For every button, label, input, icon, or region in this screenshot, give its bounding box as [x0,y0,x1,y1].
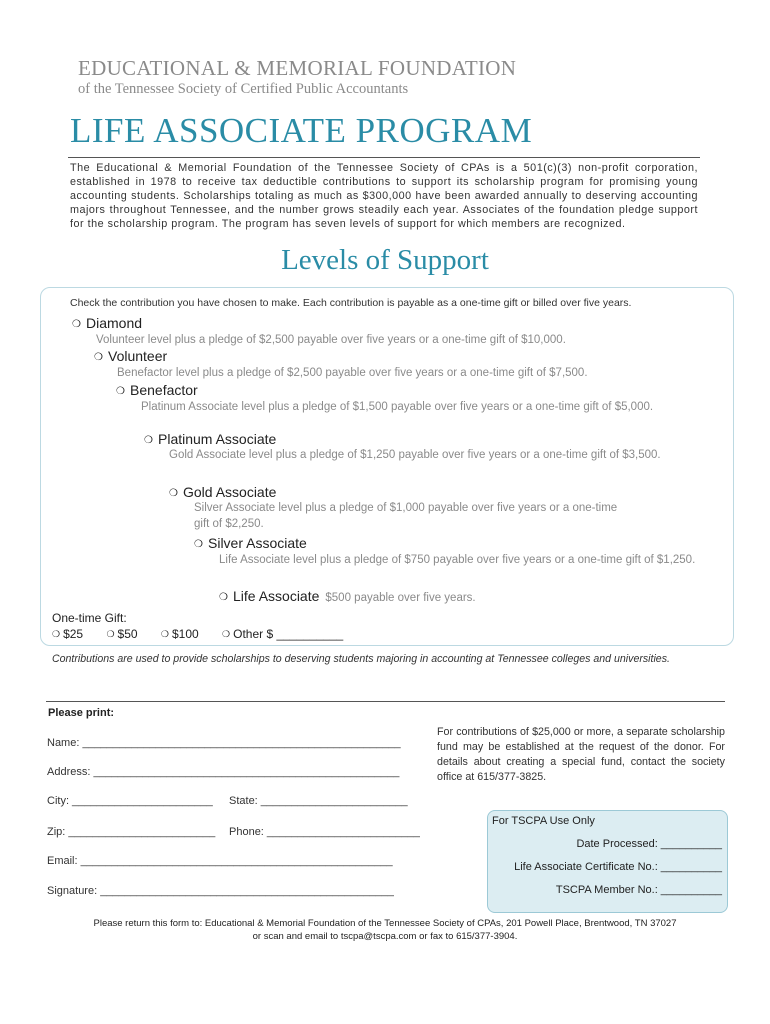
page-title: LIFE ASSOCIATE PROGRAM [70,111,533,150]
state-field[interactable]: State: ________________________ [229,795,408,807]
checkbox-icon[interactable]: ❍ [194,539,203,550]
gift-option-25[interactable]: ❍ $25 [52,627,84,641]
contributions-note: Contributions are used to provide scholarships to deserving students majoring in accounting at Tennessee colleges and universities. [52,653,670,665]
address-field[interactable]: Address: __________________________________________________ [47,766,400,778]
footer [0,917,770,943]
level-desc: Life Associate level plus a pledge of $750 payable over five years or a one-time gift of $1,250. [219,554,696,566]
one-time-gift-label: One-time Gift: [52,611,127,625]
level-gold-associate[interactable] [169,484,276,500]
level-name: Diamond [86,315,143,331]
footer-line-1: Please return this form to: Educational & Memorial Foundation of the Tennessee Society of CPAs, 201 Powell Place, Brentwood, TN 37027 [93,918,677,929]
level-name: Life Associate [233,588,320,604]
gift-option-100[interactable]: ❍ $100 [160,627,199,641]
checkbox-icon[interactable]: ❍ [144,435,153,446]
level-name: Silver Associate [208,535,307,551]
level-silver-associate[interactable] [194,535,307,551]
member-number-field: TSCPA Member No.: __________ [555,884,722,896]
level-desc: $500 payable over five years. [325,592,476,604]
checkbox-icon[interactable]: ❍ [222,629,231,639]
name-field[interactable]: Name: ____________________________________________________ [47,737,401,749]
level-platinum-associate[interactable] [144,431,276,447]
gift-option-other[interactable]: ❍ Other $ __________ [222,627,344,641]
office-use-title: For TSCPA Use Only [492,815,595,827]
zip-field[interactable]: Zip: ________________________ [47,826,216,838]
checkbox-icon[interactable]: ❍ [219,592,228,603]
level-desc: Gold Associate level plus a pledge of $1,250 payable over five years or a one-time gift of $3,500. [169,449,661,461]
checkbox-icon[interactable]: ❍ [94,352,103,363]
one-time-gift-options [52,627,363,641]
checkbox-icon[interactable]: ❍ [160,629,169,639]
level-name: Volunteer [108,348,168,364]
checkbox-icon[interactable]: ❍ [169,488,178,499]
level-diamond[interactable] [72,315,142,331]
level-desc: Volunteer level plus a pledge of $2,500 payable over five years or a one-time gift of $10,000. [96,334,566,346]
title-divider [68,157,700,158]
form-divider [46,701,725,702]
special-fund-note: For contributions of $25,000 or more, a separate scholarship fund may be established at the request of the donor. For details about creating a special fund, contact the society office at 615/377-3825. [437,726,725,783]
signature-field[interactable]: Signature: ________________________________________________ [47,885,394,897]
footer-line-2: or scan and email to tscpa@tscpa.com or fax to 615/377-3904. [252,931,518,942]
please-print-label: Please print: [48,707,115,719]
level-desc: Silver Associate level plus a pledge of $1,000 payable over five years or a one-time gift of $2,250. [194,502,618,530]
org-subtitle: of the Tennessee Society of Certified Public Accountants [78,81,409,97]
level-desc: Platinum Associate level plus a pledge of $1,500 payable over five years or a one-time gift of $5,000. [141,401,654,413]
level-name: Benefactor [130,382,198,398]
level-desc: Benefactor level plus a pledge of $2,500 payable over five years or a one-time gift of $7,500. [117,367,588,379]
checkbox-icon[interactable]: ❍ [106,629,115,639]
intro-paragraph: The Educational & Memorial Foundation of the Tennessee Society of CPAs is a 501(c)(3) non-profit corporation, established in 1978 to receive tax deductible contributions to support its scholarship program for promising young accounting students. Scholarships totaling as much as $300,000 have been awarded annually to deserving accounting majors throughout Tennessee, and the number grows steadily each year. Associates of the foundation pledge support for the scholarship program. The program has seven levels of support for which members are recognized. [70,162,698,230]
level-volunteer[interactable] [94,348,167,364]
levels-instruction: Check the contribution you have chosen to make. Each contribution is payable as a one-time gift or billed over five years. [70,297,632,309]
level-life-associate[interactable] [219,588,476,604]
checkbox-icon[interactable]: ❍ [72,319,81,330]
email-field[interactable]: Email: ___________________________________________________ [47,855,393,867]
level-name: Platinum Associate [158,431,277,447]
levels-heading: Levels of Support [281,244,489,276]
checkbox-icon[interactable]: ❍ [52,629,61,639]
certificate-number-field: Life Associate Certificate No.: __________ [514,861,722,873]
level-benefactor[interactable] [116,382,198,398]
phone-field[interactable]: Phone: _________________________ [229,826,420,838]
city-field[interactable]: City: _______________________ [47,795,213,807]
level-name: Gold Associate [183,484,277,500]
checkbox-icon[interactable]: ❍ [116,386,125,397]
org-name: EDUCATIONAL & MEMORIAL FOUNDATION [78,56,517,80]
date-processed-field: Date Processed: __________ [576,838,722,850]
gift-option-50[interactable]: ❍ $50 [106,627,138,641]
